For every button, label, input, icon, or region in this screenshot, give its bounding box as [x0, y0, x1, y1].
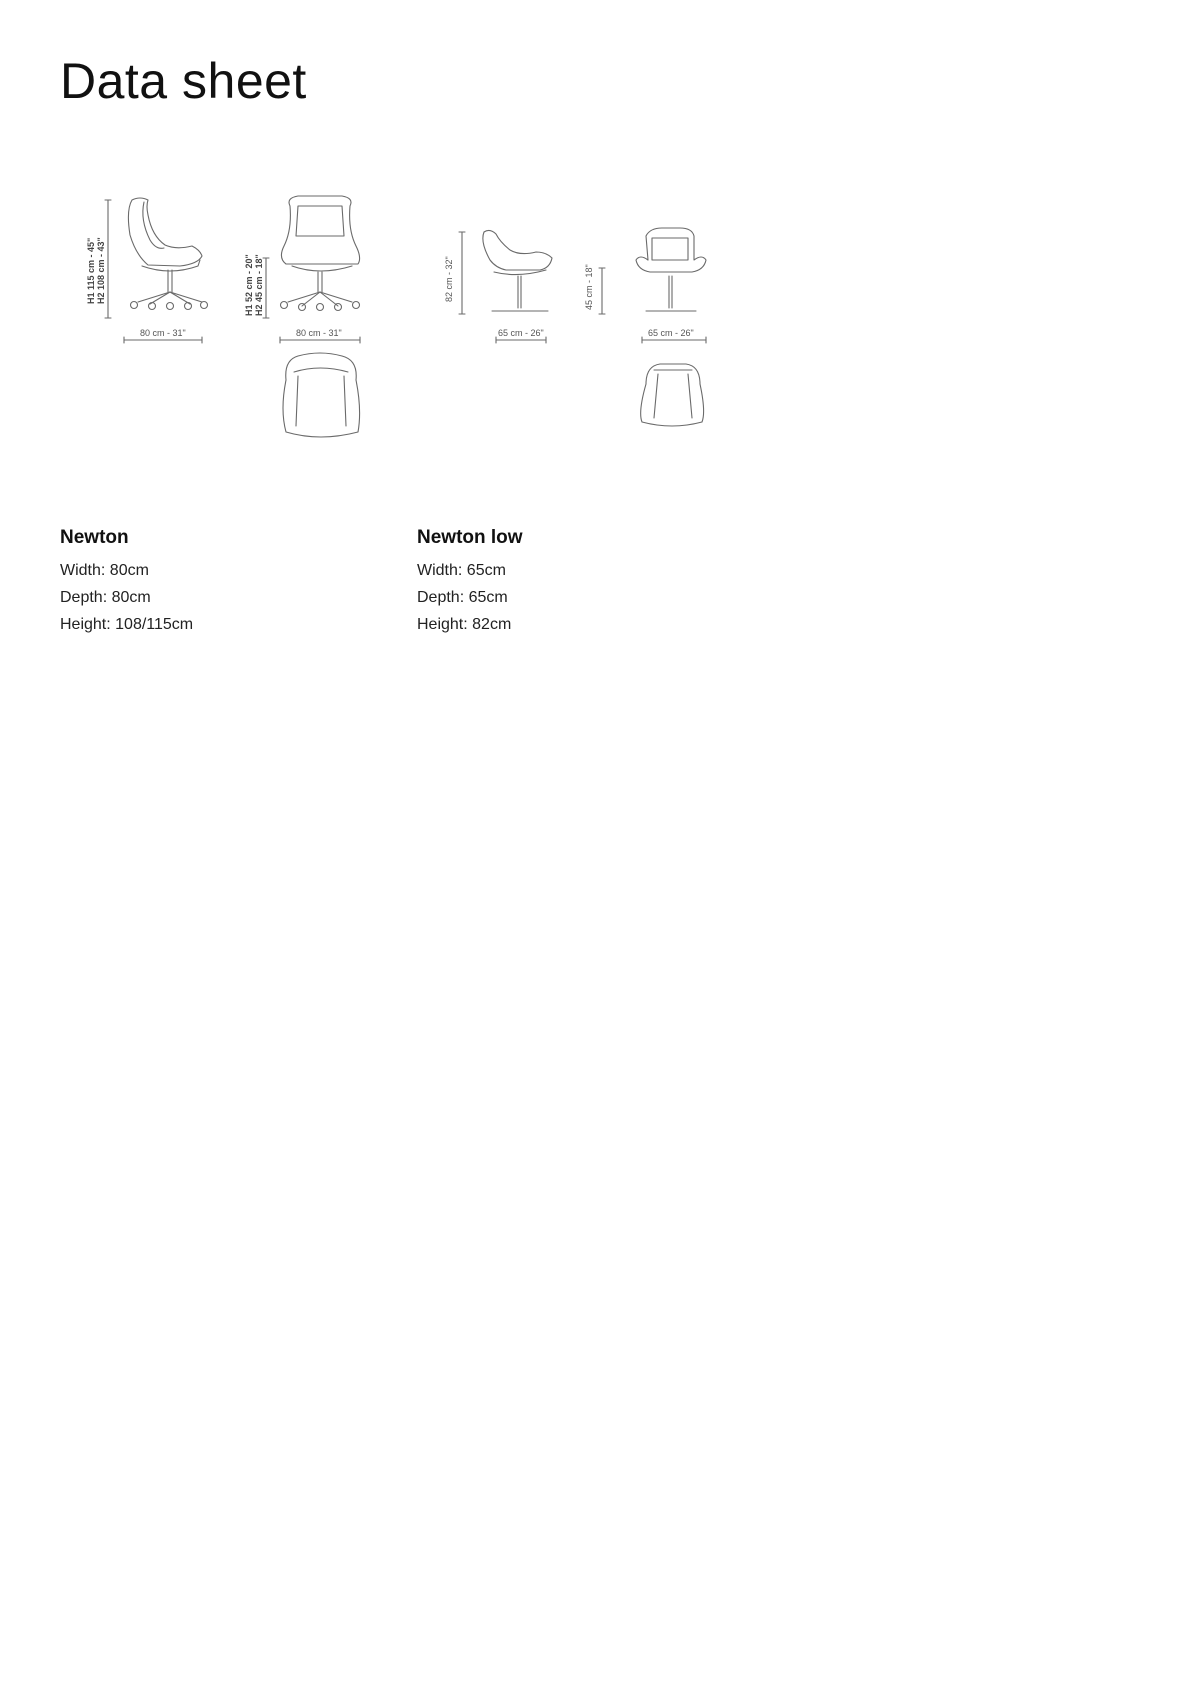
dim-label: H1 115 cm - 45" — [86, 237, 96, 304]
dim-label: H2 45 cm - 18" — [254, 254, 264, 316]
page-title: Data sheet — [60, 53, 307, 109]
spec-depth: Depth: 65cm — [417, 589, 508, 606]
newton-low-front-view — [599, 228, 706, 343]
dim-label: 65 cm - 26" — [648, 328, 694, 338]
newton-side-view — [105, 198, 208, 343]
dim-label: H2 108 cm - 43" — [96, 237, 106, 304]
dim-label: 80 cm - 31" — [296, 328, 342, 338]
dim-label: 80 cm - 31" — [140, 328, 186, 338]
product-name: Newton — [60, 527, 129, 548]
spec-height: Height: 82cm — [417, 616, 512, 633]
spec-width: Width: 80cm — [60, 562, 149, 579]
newton-low-side-view — [459, 230, 552, 343]
dim-label: 82 cm - 32" — [444, 256, 454, 302]
product-spec-newton-low — [417, 527, 523, 638]
product-name: Newton low — [417, 527, 523, 548]
newton-low-top-view — [641, 364, 704, 426]
product-spec-newton — [60, 527, 193, 638]
spec-height: Height: 108/115cm — [60, 616, 194, 633]
spec-width: Width: 65cm — [417, 562, 506, 579]
newton-top-view — [283, 353, 360, 437]
spec-depth: Depth: 80cm — [60, 589, 151, 606]
dim-label: H1 52 cm - 20" — [244, 254, 254, 316]
newton-front-view — [263, 196, 360, 343]
dim-label: 65 cm - 26" — [498, 328, 544, 338]
dim-label: 45 cm - 18" — [584, 264, 594, 310]
technical-drawing — [80, 180, 740, 470]
